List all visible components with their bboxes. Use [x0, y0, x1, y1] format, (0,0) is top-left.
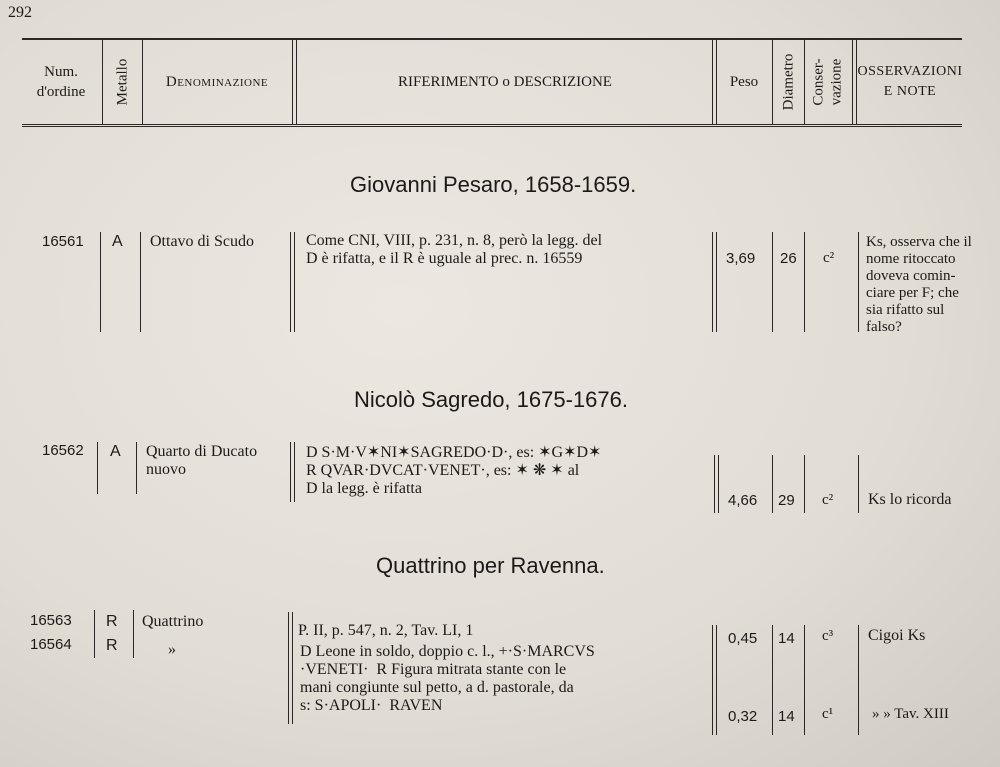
desc-line: D Leone in soldo, doppio c. l., +·S·MARCVS	[300, 643, 595, 660]
entry-denomination	[146, 443, 257, 479]
row-divider	[772, 625, 773, 735]
header-num	[22, 40, 100, 124]
header-oss-line2: E NOTE	[883, 84, 937, 99]
row-divider	[858, 455, 859, 513]
desc-line: mani congiunte sul petto, a d. pastorale, da	[300, 679, 574, 696]
row-divider	[772, 455, 773, 513]
entry-description	[306, 444, 601, 498]
header-denominazione: Denominazione	[165, 74, 269, 90]
entry-conservazione: c²	[822, 492, 834, 508]
col-divider-double	[852, 40, 857, 124]
desc-line: R QVAR·DVCAT·VENET·, es: ✶ ❋ ✶ al	[306, 462, 580, 479]
row-divider	[94, 610, 95, 658]
desc-line: D è rifatta, e il R è uguale al prec. n. 16559	[306, 250, 583, 267]
denomination-line: nuovo	[146, 461, 186, 478]
row-divider	[100, 232, 101, 332]
row-divider	[140, 232, 141, 332]
entry-description	[300, 643, 595, 715]
section-title: Giovanni Pesaro, 1658-1659.	[350, 172, 637, 197]
header-cons-line1: Conser-	[810, 58, 827, 106]
desc-line: s: S·APOLI· RAVEN	[300, 697, 443, 714]
col-divider-double	[712, 40, 717, 124]
entry-denomination: Quattrino	[142, 613, 204, 630]
desc-line: D S·M·V✶NI✶SAGREDO·D·, es: ✶G✶D✶	[306, 444, 602, 461]
entry-denomination: Ottavo di Scudo	[150, 233, 254, 250]
entry-peso: 0,32	[728, 708, 758, 725]
entry-conservazione: c³	[822, 628, 834, 644]
note-line: doveva comin-	[866, 268, 956, 284]
entry-denomination: »	[168, 641, 176, 658]
entry-peso: 0,45	[728, 630, 758, 647]
row-divider-double	[290, 232, 295, 332]
note-line: sia rifatto sul	[866, 302, 945, 318]
row-divider	[804, 625, 805, 735]
desc-line: ·VENETI· R Figura mitrata stante con le	[300, 661, 567, 678]
note-line: Ks, osserva che il	[866, 234, 972, 250]
section-title: Quattrino per Ravenna.	[376, 553, 605, 578]
denomination-line: Quarto di Ducato	[146, 443, 258, 460]
row-divider-double	[714, 455, 719, 513]
entry-description	[306, 232, 602, 268]
header-metallo-label: Metallo	[114, 58, 130, 106]
header-cons-line2: vazione	[828, 58, 845, 106]
entry-metal: R	[106, 637, 118, 654]
note-line: ciare per F; che	[866, 285, 959, 301]
desc-line: D la legg. è rifatta	[306, 480, 422, 497]
row-divider	[804, 232, 805, 332]
header-osservazioni	[858, 40, 962, 124]
section-title: Nicolò Sagredo, 1675-1676.	[354, 387, 628, 412]
entry-number: 16561	[42, 233, 84, 250]
entry-metal: R	[106, 613, 118, 630]
entry-number: 16563	[30, 612, 72, 629]
entry-conservazione: c²	[823, 250, 835, 266]
entry-metal: A	[110, 443, 121, 460]
entry-peso: 4,66	[728, 492, 758, 509]
row-divider	[97, 442, 98, 494]
header-conservazione	[804, 40, 852, 124]
header-diametro-label: Diametro	[780, 53, 796, 111]
note-line: nome ritoccato	[866, 251, 956, 267]
table-header	[22, 38, 962, 127]
header-diametro	[772, 40, 804, 124]
entry-diametro: 14	[778, 630, 795, 647]
row-divider	[133, 610, 134, 658]
entry-diametro: 14	[778, 708, 795, 725]
header-num-line2: d'ordine	[36, 84, 86, 100]
row-divider	[772, 232, 773, 332]
entry-metal: A	[112, 233, 123, 250]
entry-conservazione: c¹	[822, 706, 834, 722]
header-oss-line1: OSSERVAZIONI	[857, 64, 963, 79]
entry-diametro: 29	[778, 492, 795, 509]
entry-note: Cigoi Ks	[868, 627, 926, 644]
entry-number: 16562	[42, 442, 84, 459]
entry-number: 16564	[30, 636, 72, 653]
row-divider	[136, 442, 137, 494]
header-metallo	[102, 40, 142, 124]
entry-description: P. II, p. 547, n. 2, Tav. LI, 1	[298, 622, 474, 639]
entry-note	[866, 234, 972, 336]
header-num-line1: Num.	[44, 64, 78, 80]
row-divider-double	[290, 442, 295, 502]
note-line: falso?	[866, 319, 902, 335]
row-divider-double	[288, 612, 293, 724]
header-peso: Peso	[729, 74, 759, 90]
row-divider-double	[712, 625, 717, 735]
entry-diametro: 26	[780, 250, 797, 267]
entry-note: » » Tav. XIII	[872, 706, 949, 722]
row-divider	[858, 625, 859, 735]
row-divider-double	[712, 232, 717, 332]
row-divider	[804, 455, 805, 513]
desc-line: Come CNI, VIII, p. 231, n. 8, però la legg. del	[306, 232, 603, 249]
entry-note: Ks lo ricorda	[868, 491, 952, 508]
col-divider-double	[292, 40, 297, 124]
row-divider	[858, 232, 859, 332]
header-riferimento: RIFERIMENTO o DESCRIZIONE	[398, 74, 612, 90]
page-number: 292	[8, 4, 32, 21]
entry-peso: 3,69	[726, 250, 756, 267]
